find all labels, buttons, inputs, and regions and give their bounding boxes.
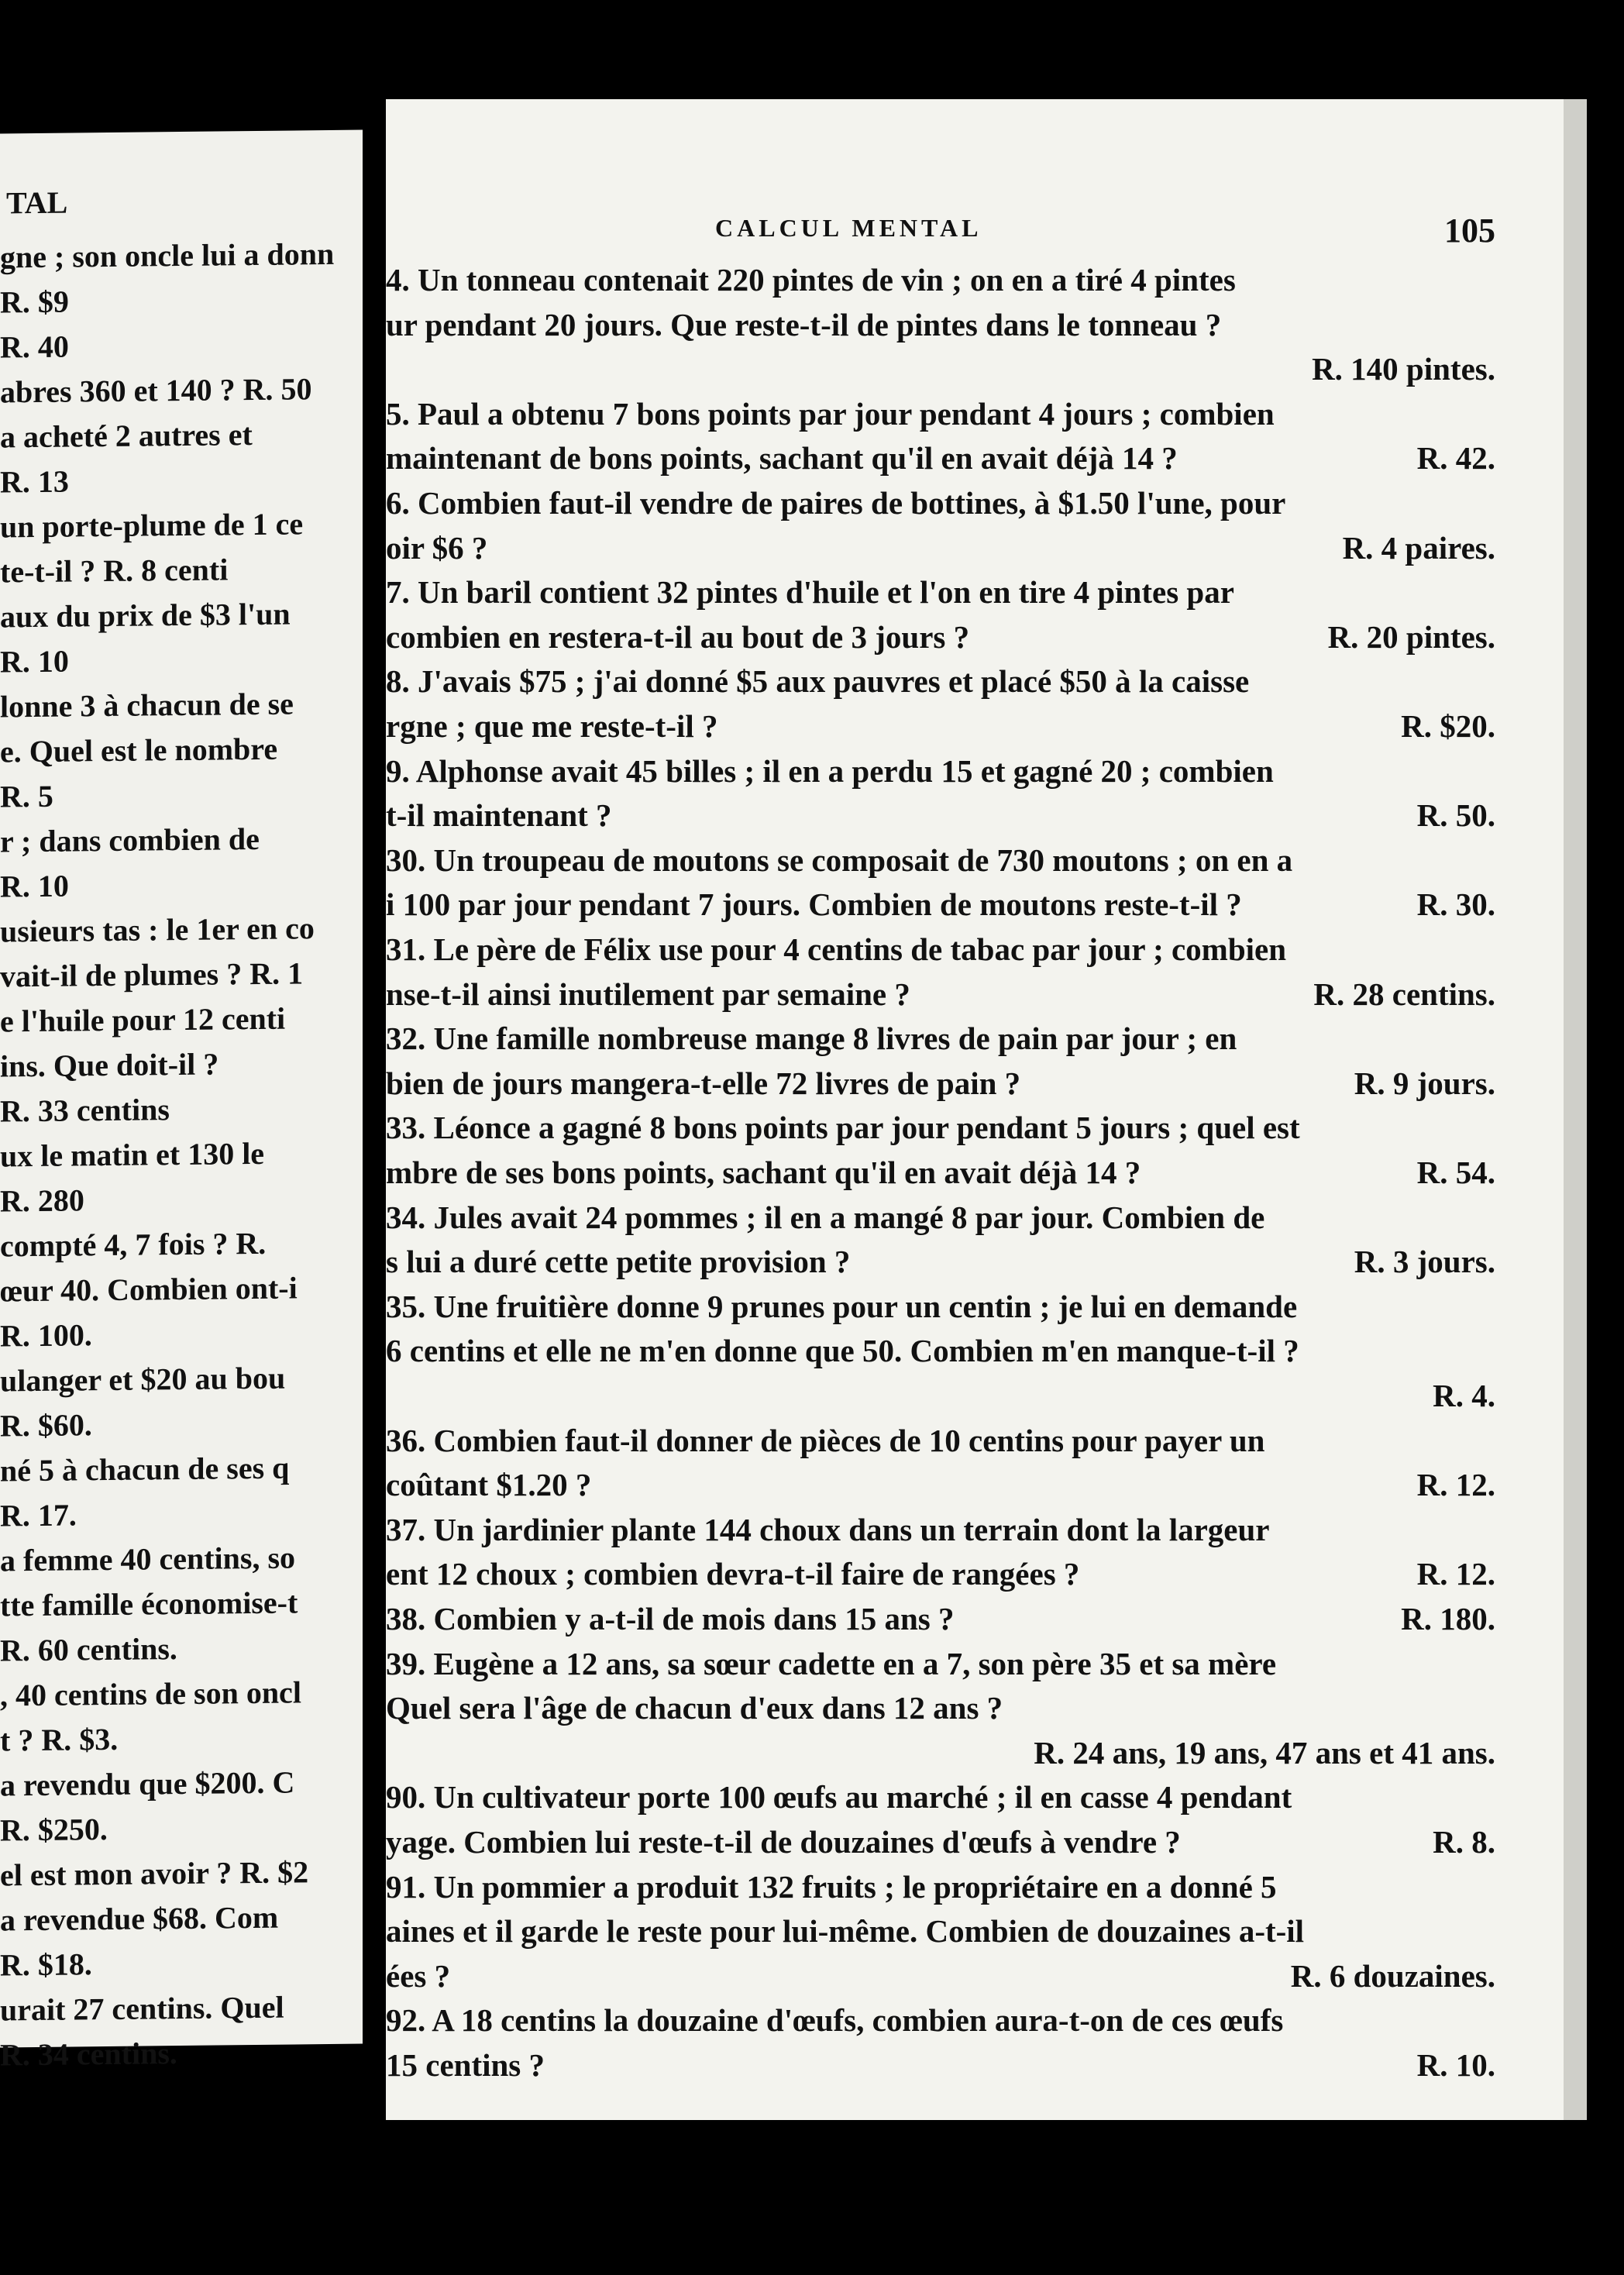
- problem-text: 15 centins ?: [386, 2047, 545, 2083]
- problem-line: [386, 1019, 1495, 1058]
- problem-text: 31. Le père de Félix use pour 4 centins de tabac par jour ; combien: [386, 931, 1287, 967]
- problem-text: yage. Combien lui reste-t-il de douzaines d'œufs à vendre ?: [386, 1824, 1181, 1860]
- problem-text: 33. Léonce a gagné 8 bons points par jour pendant 5 jours ; quel est: [386, 1110, 1300, 1146]
- left-page-line: R. $60.: [0, 1407, 92, 1444]
- left-page-line: e. Quel est le nombre: [0, 731, 278, 769]
- problem-line: [386, 1465, 1495, 1504]
- problem-line: [386, 305, 1495, 344]
- answer-text: R. 10.: [1416, 2047, 1495, 2083]
- left-page-line: R. 10: [0, 643, 69, 680]
- left-page-line: né 5 à chacun de ses q: [0, 1450, 290, 1489]
- answer-text: R. 30.: [1416, 886, 1495, 923]
- left-page-line: œur 40. Combien ont-i: [0, 1270, 298, 1309]
- problem-text: i 100 par jour pendant 7 jours. Combien de moutons reste-t-il ?: [386, 886, 1242, 923]
- left-page-line: , 40 centins de son oncl: [0, 1674, 301, 1713]
- left-page-line: R. 60 centins.: [0, 1631, 177, 1668]
- problem-line: [386, 1242, 1495, 1281]
- problem-text: 91. Un pommier a produit 132 fruits ; le propriétaire en a donné 5: [386, 1868, 1277, 1905]
- problem-line: [386, 1376, 1495, 1415]
- page-number: 105: [1444, 212, 1495, 250]
- problem-text: 7. Un baril contient 32 pintes d'huile et l'on en tire 4 pintes par: [386, 574, 1234, 611]
- problem-text: aines et il garde le reste pour lui-même. Combien de douzaines a-t-il: [386, 1913, 1305, 1950]
- problem-line: [386, 394, 1495, 433]
- answer-text: R. 4 paires.: [1342, 529, 1495, 566]
- problem-text: 92. A 18 centins la douzaine d'œufs, combien aura-t-on de ces œufs: [386, 2002, 1284, 2039]
- left-page-line: tte famille économise-t: [0, 1585, 298, 1623]
- problem-text: 5. Paul a obtenu 7 bons points par jour pendant 4 jours ; combien: [386, 395, 1275, 432]
- left-page: [0, 130, 363, 2073]
- problem-text: ent 12 choux ; combien devra-t-il faire de rangées ?: [386, 1556, 1080, 1592]
- problem-line: [386, 1822, 1495, 1861]
- left-page-line: R. 5: [0, 778, 53, 814]
- left-page-line: R. 280: [0, 1182, 84, 1219]
- left-page-line: R. 40: [0, 329, 69, 365]
- problem-text: ées ?: [386, 1957, 451, 1994]
- problem-text: mbre de ses bons points, sachant qu'il en avait déjà 14 ?: [386, 1155, 1141, 1190]
- problem-line: [386, 662, 1495, 700]
- answer-text: R. $20.: [1401, 708, 1495, 744]
- left-page-line: ulanger et $20 au bou: [0, 1360, 286, 1399]
- problem-line: [386, 1778, 1495, 1816]
- left-page-line: R. 10: [0, 868, 69, 904]
- problem-line: [386, 975, 1495, 1014]
- answer-text: R. 12.: [1416, 1467, 1495, 1503]
- problem-line: [386, 707, 1495, 745]
- problem-line: [386, 2046, 1495, 2084]
- problem-text: 38. Combien y a-t-il de mois dans 15 ans ?: [386, 1601, 955, 1637]
- left-page-line: a revendu que $200. C: [0, 1764, 295, 1803]
- problem-text: rgne ; que me reste-t-il ?: [386, 708, 718, 744]
- left-page-line: gne ; son oncle lui a donn: [0, 236, 335, 275]
- left-page-line: R. $250.: [0, 1811, 108, 1848]
- answer-text: R. 140 pintes.: [1312, 351, 1495, 387]
- problem-text: 8. J'avais $75 ; j'ai donné $5 aux pauvres et placé $50 à la caisse: [386, 663, 1250, 700]
- problem-line: [386, 484, 1495, 522]
- left-page-line: a femme 40 centins, so: [0, 1540, 296, 1578]
- answer-text: R. 50.: [1416, 797, 1495, 834]
- problem-text: 6 centins et elle ne m'en donne que 50. Combien m'en manque-t-il ?: [386, 1333, 1299, 1369]
- left-page-line: te-t-il ? R. 8 centi: [0, 552, 229, 590]
- problem-text: 9. Alphonse avait 45 billes ; il en a perdu 15 et gagné 20 ; combien: [386, 752, 1274, 789]
- problem-text: coûtant $1.20 ?: [386, 1467, 592, 1503]
- problem-text: 6. Combien faut-il vendre de paires de bottines, à $1.50 l'une, pour: [386, 485, 1286, 521]
- book-gutter: [363, 116, 386, 2077]
- problem-line: [386, 1198, 1495, 1237]
- problem-line: [386, 930, 1495, 969]
- left-page-line: lonne 3 à chacun de se: [0, 686, 294, 724]
- answer-text: R. 180.: [1401, 1601, 1495, 1637]
- problem-line: [386, 1108, 1495, 1147]
- left-page-line: R. 34 centins.: [0, 2036, 177, 2073]
- problem-line: [386, 796, 1495, 835]
- left-page-line: t ? R. $3.: [0, 1721, 119, 1758]
- left-page-line: R. $18.: [0, 1946, 92, 1983]
- problem-line: [386, 1064, 1495, 1103]
- problem-text: combien en restera-t-il au bout de 3 jours ?: [386, 618, 970, 655]
- left-page-line: e l'huile pour 12 centi: [0, 1000, 286, 1039]
- problem-text: 34. Jules avait 24 pommes ; il en a mangé 8 par jour. Combien de: [386, 1199, 1265, 1235]
- problem-text: maintenant de bons points, sachant qu'il en avait déjà 14 ?: [386, 440, 1178, 477]
- problem-line: [386, 1733, 1495, 1772]
- answer-text: R. 42.: [1416, 440, 1495, 477]
- problem-line: [386, 349, 1495, 388]
- problem-line: [386, 1153, 1495, 1192]
- page-edge: [1564, 99, 1587, 2120]
- answer-text: R. 24 ans, 19 ans, 47 ans et 41 ans.: [1034, 1734, 1495, 1771]
- problem-line: [386, 1510, 1495, 1549]
- answer-text: R. 12.: [1416, 1556, 1495, 1592]
- problem-line: [386, 1688, 1495, 1727]
- problem-text: 30. Un troupeau de moutons se composait de 730 moutons ; on en a: [386, 842, 1293, 878]
- problem-text: 4. Un tonneau contenait 220 pintes de vin ; on en a tiré 4 pintes: [386, 262, 1236, 298]
- answer-text: R. 3 jours.: [1354, 1244, 1495, 1280]
- problem-line: [386, 1421, 1495, 1460]
- problem-line: [386, 439, 1495, 477]
- left-page-line: compté 4, 7 fois ? R.: [0, 1225, 267, 1264]
- left-page-line: el est mon avoir ? R. $2: [0, 1854, 309, 1893]
- problem-line: [386, 1644, 1495, 1683]
- left-page-line: un porte-plume de 1 ce: [0, 506, 304, 545]
- problem-text: 35. Une fruitière donne 9 prunes pour un centin ; je lui en demande: [386, 1288, 1298, 1324]
- problem-text: 32. Une famille nombreuse mange 8 livres de pain par jour ; en: [386, 1020, 1237, 1057]
- problem-text: nse-t-il ainsi inutilement par semaine ?: [386, 976, 910, 1012]
- problem-text: Quel sera l'âge de chacun d'eux dans 12 ans ?: [386, 1690, 1003, 1726]
- problem-line: [386, 885, 1495, 924]
- left-page-line: R. 100.: [0, 1317, 92, 1354]
- left-page-line: r ; dans combien de: [0, 821, 260, 859]
- answer-text: R. 4.: [1433, 1378, 1495, 1413]
- left-page-line: a revendue $68. Com: [0, 1899, 279, 1938]
- left-page-line: R. 17.: [0, 1497, 77, 1533]
- left-page-line: R. $9: [0, 284, 69, 320]
- left-page-header: TAL: [6, 184, 68, 221]
- problem-line: [386, 752, 1495, 790]
- problem-line: [386, 1957, 1495, 1995]
- problem-line: [386, 618, 1495, 656]
- left-page-line: vait-il de plumes ? R. 1: [0, 955, 304, 994]
- problem-text: 39. Eugène a 12 ans, sa sœur cadette en a 7, son père 35 et sa mère: [386, 1645, 1277, 1681]
- answer-text: R. 8.: [1433, 1824, 1495, 1860]
- answer-text: R. 9 jours.: [1354, 1065, 1495, 1101]
- left-page-line: urait 27 centins. Quel: [0, 1989, 284, 2028]
- problem-text: bien de jours mangera-t-elle 72 livres de pain ?: [386, 1065, 1021, 1101]
- problem-text: s lui a duré cette petite provision ?: [386, 1244, 851, 1280]
- problem-text: oir $6 ?: [386, 529, 488, 566]
- left-page-line: aux du prix de $3 l'un: [0, 596, 291, 635]
- problem-text: 37. Un jardinier plante 144 choux dans un terrain dont la largeur: [386, 1511, 1270, 1547]
- problem-line: [386, 1287, 1495, 1326]
- answer-text: R. 20 pintes.: [1327, 618, 1495, 655]
- problem-text: ur pendant 20 jours. Que reste-t-il de pintes dans le tonneau ?: [386, 306, 1222, 342]
- problem-line: [386, 1331, 1495, 1370]
- problem-line: [386, 1599, 1495, 1638]
- left-page-line: R. 33 centins: [0, 1092, 170, 1129]
- right-page: [386, 99, 1564, 2120]
- answer-text: R. 6 douzaines.: [1290, 1957, 1495, 1994]
- page-header: [386, 214, 1564, 253]
- problem-line: [386, 1912, 1495, 1950]
- problem-line: [386, 528, 1495, 567]
- problem-text: 90. Un cultivateur porte 100 œufs au marché ; il en casse 4 pendant: [386, 1779, 1292, 1816]
- left-page-line: ins. Que doit-il ?: [0, 1046, 219, 1084]
- left-page-line: usieurs tas : le 1er en co: [0, 910, 315, 949]
- problem-line: [386, 841, 1495, 879]
- running-title: CALCUL MENTAL: [715, 214, 982, 242]
- problem-line: [386, 573, 1495, 611]
- problem-line: [386, 1867, 1495, 1906]
- answer-text: R. 54.: [1416, 1155, 1495, 1190]
- problem-text: t-il maintenant ?: [386, 797, 612, 834]
- answer-text: R. 28 centins.: [1313, 976, 1495, 1012]
- left-page-line: abres 360 et 140 ? R. 50: [0, 371, 312, 410]
- problem-line: [386, 2001, 1495, 2039]
- left-page-line: ux le matin et 130 le: [0, 1135, 265, 1174]
- problem-text: 36. Combien faut-il donner de pièces de 10 centins pour payer un: [386, 1422, 1265, 1458]
- problem-line: [386, 1554, 1495, 1593]
- left-page-line: R. 13: [0, 463, 69, 500]
- left-page-line: a acheté 2 autres et: [0, 417, 253, 455]
- problem-line: [386, 260, 1495, 299]
